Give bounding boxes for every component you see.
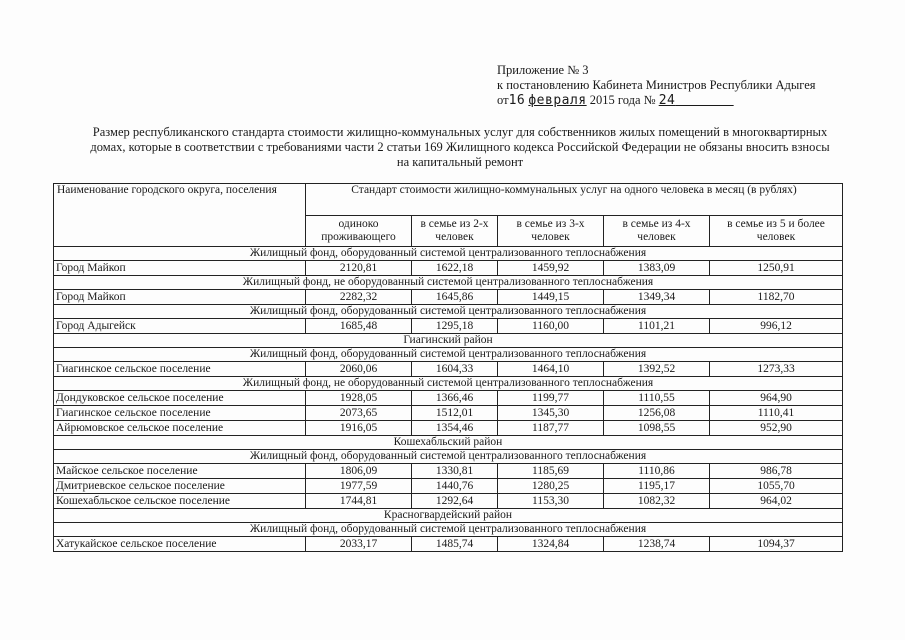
cost-value: 1622,18 [412, 261, 498, 276]
cost-value: 952,90 [710, 421, 843, 436]
cost-value: 1744,81 [306, 494, 412, 509]
date-year: 2015 года № [589, 93, 656, 107]
section-row [54, 377, 843, 391]
cost-value: 1195,17 [604, 479, 710, 494]
section-label: Кошехабльский район [54, 436, 843, 450]
table-row [54, 362, 843, 377]
section-label: Жилищный фонд, оборудованный системой централизованного теплоснабжения [54, 348, 843, 362]
cost-value: 1806,09 [306, 464, 412, 479]
section-row [54, 450, 843, 464]
settlement-name: Город Адыгейск [54, 319, 306, 334]
cost-value: 1101,21 [604, 319, 710, 334]
header-name-column: Наименование городского округа, поселения [54, 184, 306, 247]
cost-value: 1110,86 [604, 464, 710, 479]
cost-value: 1055,70 [710, 479, 843, 494]
cost-value: 1110,55 [604, 391, 710, 406]
cost-value: 1153,30 [498, 494, 604, 509]
table-row [54, 479, 843, 494]
cost-value: 1160,00 [498, 319, 604, 334]
decree-number-underline [675, 93, 733, 108]
section-row [54, 436, 843, 450]
table-row [54, 319, 843, 334]
cost-value: 1280,25 [498, 479, 604, 494]
section-row [54, 276, 843, 290]
cost-value: 1182,70 [710, 290, 843, 305]
header-col-family-4: в семье из 4-х человек [604, 216, 710, 247]
table-row [54, 494, 843, 509]
cost-value: 1392,52 [604, 362, 710, 377]
cost-value: 1094,37 [710, 537, 843, 552]
section-row [54, 348, 843, 362]
section-label: Жилищный фонд, оборудованный системой централизованного теплоснабжения [54, 450, 843, 464]
date-day: 16 [508, 93, 526, 108]
appendix-header [497, 63, 816, 108]
cost-value: 1110,41 [710, 406, 843, 421]
cost-value: 1292,64 [412, 494, 498, 509]
cost-value: 1185,69 [498, 464, 604, 479]
cost-value: 2060,06 [306, 362, 412, 377]
settlement-name: Майское сельское поселение [54, 464, 306, 479]
cost-value: 1916,05 [306, 421, 412, 436]
table-row [54, 406, 843, 421]
cost-value: 1295,18 [412, 319, 498, 334]
date-month: февраля [528, 93, 587, 108]
cost-value: 1330,81 [412, 464, 498, 479]
section-label: Гиагинский район [54, 334, 843, 348]
cost-value: 1199,77 [498, 391, 604, 406]
cost-value: 1485,74 [412, 537, 498, 552]
section-row [54, 509, 843, 523]
table-row [54, 391, 843, 406]
cost-value: 1977,59 [306, 479, 412, 494]
header-col-single: одиноко проживающего [306, 216, 412, 247]
cost-value: 1082,32 [604, 494, 710, 509]
cost-value: 1464,10 [498, 362, 604, 377]
section-row [54, 305, 843, 319]
cost-value: 2033,17 [306, 537, 412, 552]
cost-standard-table [53, 183, 843, 552]
cost-value: 1187,77 [498, 421, 604, 436]
section-row [54, 523, 843, 537]
section-label: Красногвардейский район [54, 509, 843, 523]
section-row [54, 247, 843, 261]
cost-value: 964,02 [710, 494, 843, 509]
section-label: Жилищный фонд, не оборудованный системой централизованного теплоснабжения [54, 377, 843, 391]
appendix-number: Приложение № 3 [497, 63, 589, 77]
settlement-name: Гиагинское сельское поселение [54, 362, 306, 377]
cost-value: 1383,09 [604, 261, 710, 276]
cost-value: 1440,76 [412, 479, 498, 494]
cost-value: 1366,46 [412, 391, 498, 406]
cost-value: 2120,81 [306, 261, 412, 276]
settlement-name: Дондуковское сельское поселение [54, 391, 306, 406]
table-row [54, 290, 843, 305]
cost-value: 1098,55 [604, 421, 710, 436]
header-col-family-2: в семье из 2-х человек [412, 216, 498, 247]
appendix-reference: к постановлению Кабинета Министров Республики Адыгея [497, 78, 816, 92]
cost-value: 1324,84 [498, 537, 604, 552]
settlement-name: Город Майкоп [54, 290, 306, 305]
section-label: Жилищный фонд, не оборудованный системой централизованного теплоснабжения [54, 276, 843, 290]
cost-value: 1345,30 [498, 406, 604, 421]
cost-value: 2282,32 [306, 290, 412, 305]
header-col-family-5plus: в семье из 5 и более человек [710, 216, 843, 247]
cost-value: 964,90 [710, 391, 843, 406]
settlement-name: Хатукайское сельское поселение [54, 537, 306, 552]
table-row [54, 537, 843, 552]
header-standard-group: Стандарт стоимости жилищно-коммунальных услуг на одного человека в месяц (в рублях) [306, 184, 843, 216]
section-row [54, 334, 843, 348]
appendix-date [497, 93, 816, 108]
table-row [54, 421, 843, 436]
settlement-name: Гиагинское сельское поселение [54, 406, 306, 421]
section-label: Жилищный фонд, оборудованный системой централизованного теплоснабжения [54, 305, 843, 319]
cost-value: 1354,46 [412, 421, 498, 436]
settlement-name: Айрюмовское сельское поселение [54, 421, 306, 436]
table-row [54, 464, 843, 479]
cost-value: 1349,34 [604, 290, 710, 305]
settlement-name: Дмитриевское сельское поселение [54, 479, 306, 494]
cost-value: 1512,01 [412, 406, 498, 421]
cost-value: 1645,86 [412, 290, 498, 305]
cost-value: 996,12 [710, 319, 843, 334]
header-col-family-3: в семье из 3-х человек [498, 216, 604, 247]
cost-value: 2073,65 [306, 406, 412, 421]
settlement-name: Город Майкоп [54, 261, 306, 276]
cost-value: 1238,74 [604, 537, 710, 552]
cost-value: 1250,91 [710, 261, 843, 276]
table-row [54, 261, 843, 276]
cost-value: 1685,48 [306, 319, 412, 334]
cost-value: 986,78 [710, 464, 843, 479]
document-title: Размер республиканского стандарта стоимости жилищно-коммунальных услуг для собственников жилых помещений в многоквартирных домах, которые в соответствии с требованиями части 2 статьи 169 Жилищного кодекса Российской Федерации не обязаны вносить взносы на капитальный ремонт [90, 125, 830, 169]
cost-value: 1604,33 [412, 362, 498, 377]
cost-value: 1928,05 [306, 391, 412, 406]
decree-number: 24 [658, 93, 676, 108]
date-prefix: от [497, 93, 509, 107]
settlement-name: Кошехабльское сельское поселение [54, 494, 306, 509]
section-label: Жилищный фонд, оборудованный системой централизованного теплоснабжения [54, 523, 843, 537]
cost-value: 1273,33 [710, 362, 843, 377]
cost-value: 1256,08 [604, 406, 710, 421]
cost-value: 1449,15 [498, 290, 604, 305]
cost-value: 1459,92 [498, 261, 604, 276]
section-label: Жилищный фонд, оборудованный системой централизованного теплоснабжения [54, 247, 843, 261]
